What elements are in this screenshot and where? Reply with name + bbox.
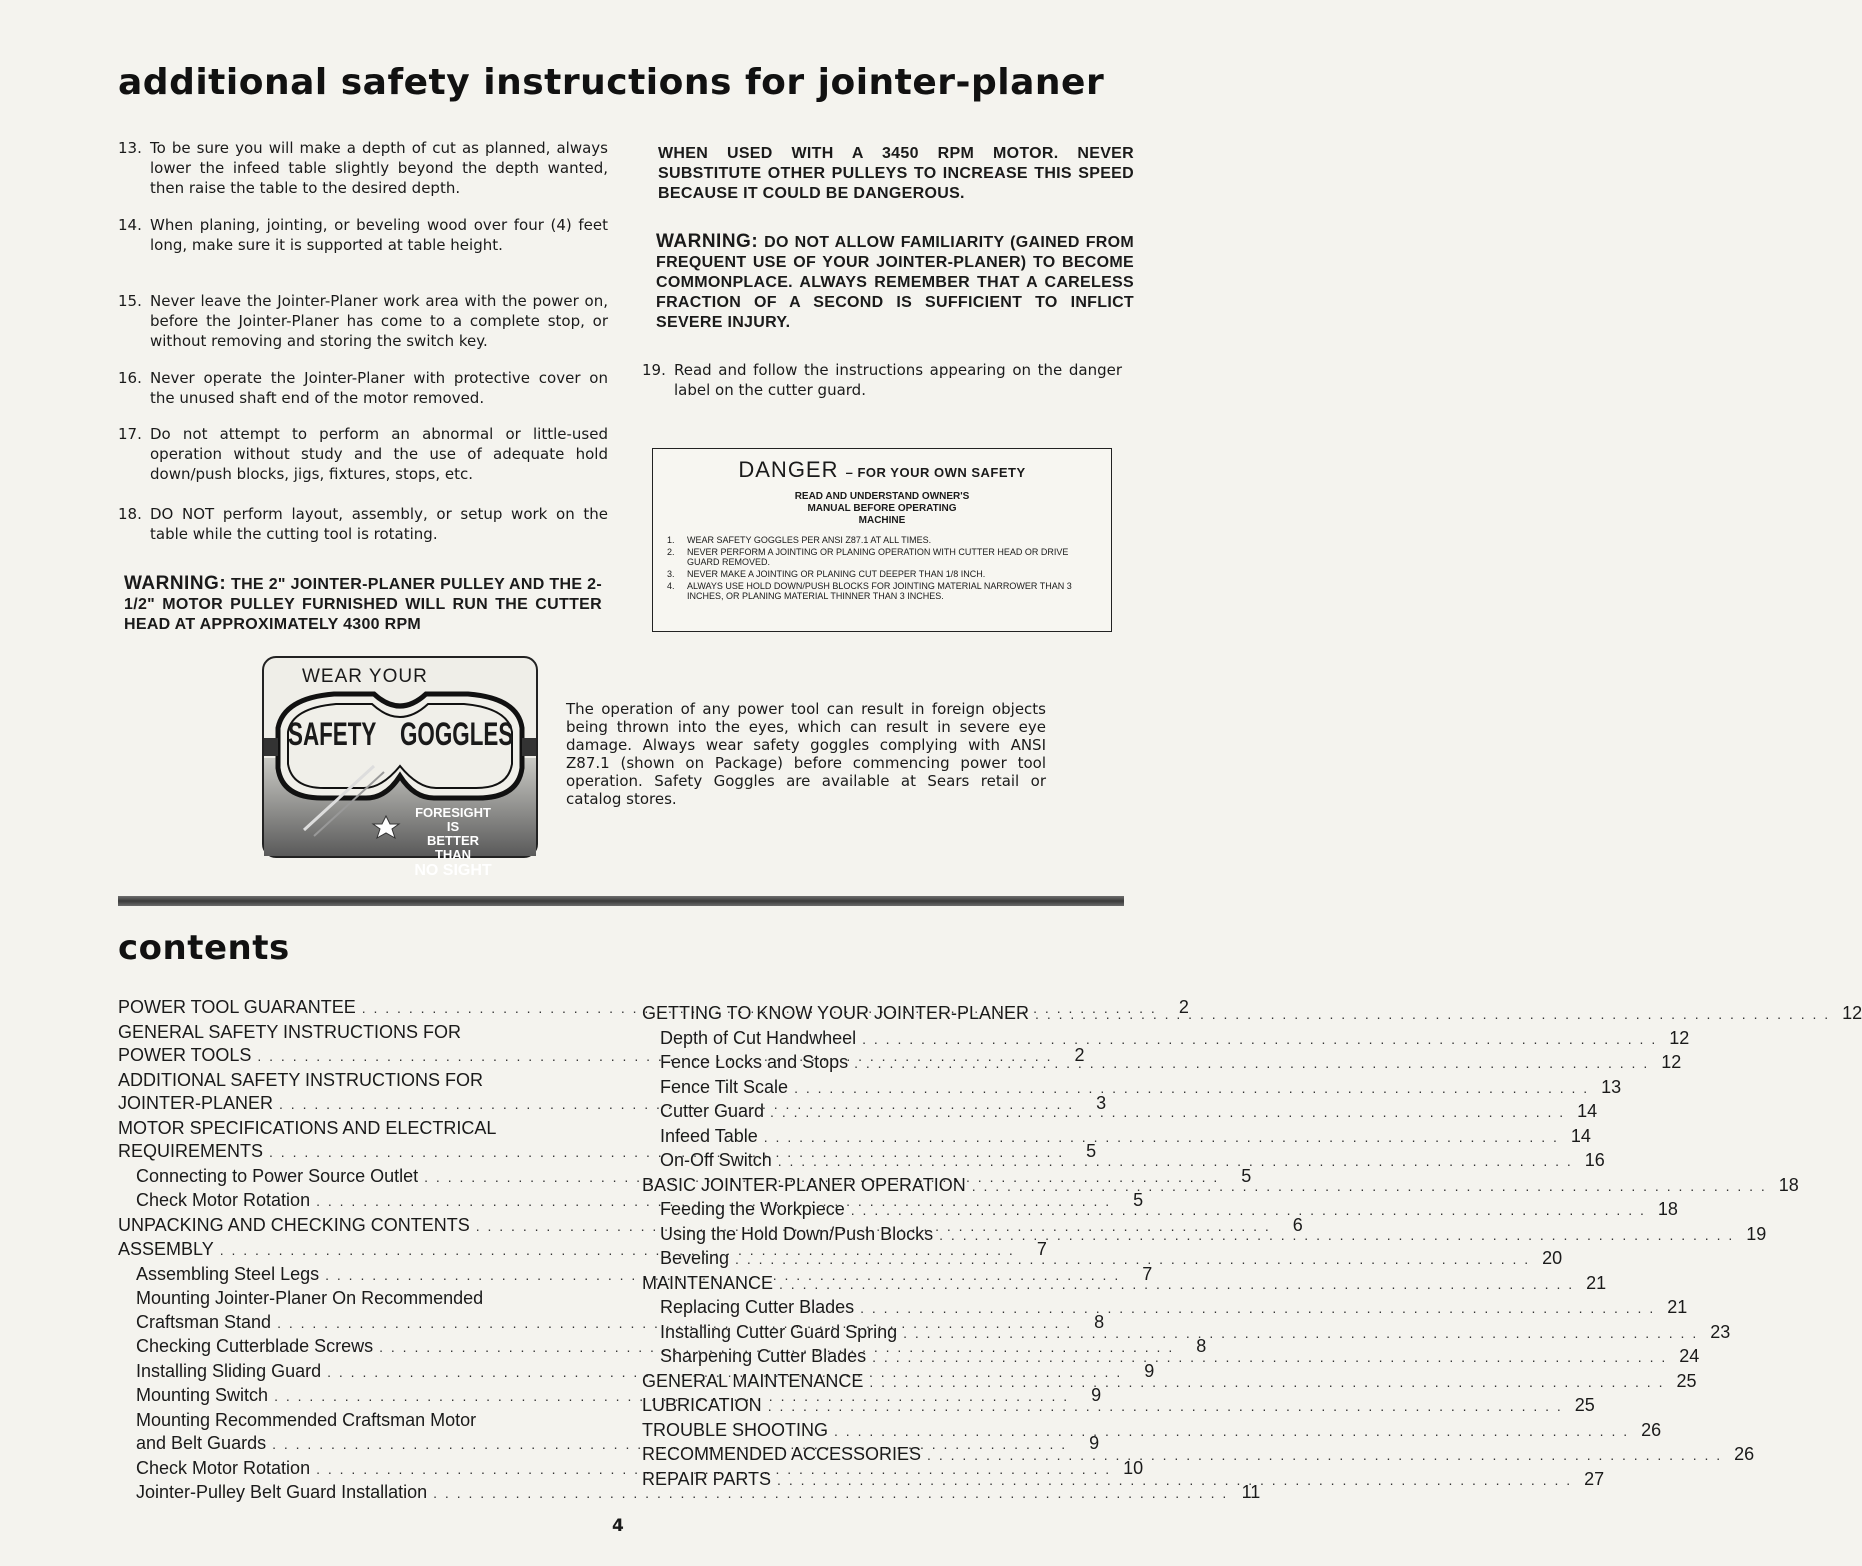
toc-entry bbox=[642, 1198, 1678, 1223]
toc-entry bbox=[118, 1021, 592, 1045]
toc-leader-dots bbox=[778, 1150, 1573, 1174]
toc-page: 6 bbox=[1292, 1214, 1303, 1235]
instruction-number: 17. bbox=[118, 425, 142, 443]
toc-page: 7 bbox=[1142, 1263, 1153, 1284]
danger-list-item: 4. ALWAYS USE HOLD DOWN/PUSH BLOCKS FOR JOINTING MATERIAL NARROWER THAN 3 INCHES, OR PLANING MATERIAL THINNER THAN 3 INCHES. bbox=[667, 581, 1072, 601]
toc-leader-dots bbox=[794, 1077, 1589, 1101]
toc-page: 2 bbox=[1178, 997, 1189, 1017]
danger-read-manual: READ AND UNDERSTAND OWNER'S MANUAL BEFORE OPERATING MACHINE bbox=[794, 491, 970, 526]
toc-label: REPAIR PARTS bbox=[642, 1468, 772, 1489]
toc-page: 8 bbox=[1094, 1311, 1105, 1332]
instruction-text: Never leave the Jointer-Planer work area with the power on, before the Jointer-Planer has come to a complete stop, or without removing and storing the switch key. bbox=[150, 292, 608, 350]
left-instructions bbox=[118, 138, 608, 560]
toc-entry bbox=[642, 1125, 1591, 1150]
toc-entry bbox=[642, 1296, 1688, 1321]
instruction-text: Never operate the Jointer-Planer with protective cover on the unused shaft end of the motor removed. bbox=[150, 369, 608, 407]
toc-entry bbox=[642, 1027, 1690, 1052]
toc-entry bbox=[642, 1370, 1697, 1395]
toc-label: Check Motor Rotation bbox=[136, 1190, 311, 1210]
wear-your-text: WEAR YOUR bbox=[302, 666, 428, 687]
toc-leader-dots bbox=[777, 1469, 1572, 1493]
toc-page: 26 bbox=[1734, 1444, 1755, 1464]
goggles-word-safety: SAFETY bbox=[288, 716, 377, 752]
toc-label: Installing Sliding Guard bbox=[136, 1360, 322, 1381]
toc-leader-dots bbox=[939, 1224, 1734, 1248]
instruction-text: DO NOT perform layout, assembly, or setup work on the table while the cutting tool is rotating. bbox=[150, 505, 608, 543]
toc-entry bbox=[642, 1321, 1731, 1346]
instruction-text: Do not attempt to perform an abnormal or little-used operation without study and the use of adequate hold down/push blocks, jigs, fixtures, stops, etc. bbox=[150, 425, 608, 483]
section-divider bbox=[118, 896, 1124, 906]
toc-label: Checking Cutterblade Screws bbox=[136, 1336, 374, 1356]
toc-leader-dots bbox=[1035, 1003, 1830, 1027]
toc-label: Mounting Switch bbox=[136, 1385, 269, 1405]
instruction-16 bbox=[118, 368, 608, 408]
toc-leader-dots bbox=[872, 1346, 1667, 1370]
toc-leader-dots bbox=[927, 1444, 1722, 1468]
toc-page: 20 bbox=[1542, 1248, 1563, 1268]
toc-page: 25 bbox=[1676, 1370, 1697, 1391]
toc-page: 8 bbox=[1196, 1336, 1207, 1356]
toc-label: Fence Locks and Stops bbox=[660, 1052, 849, 1072]
toc-label: UNPACKING AND CHECKING CONTENTS bbox=[118, 1214, 470, 1235]
toc-leader-dots bbox=[735, 1248, 1530, 1272]
toc-leader-dots bbox=[768, 1395, 1563, 1419]
toc-entry bbox=[642, 1051, 1682, 1076]
danger-list-item: 3. NEVER MAKE A JOINTING OR PLANING CUT DEEPER THAN 1/8 INCH. bbox=[667, 569, 986, 579]
instruction-number: 16. bbox=[118, 369, 142, 387]
warning-label: WARNING: bbox=[656, 231, 759, 252]
instruction-19 bbox=[642, 360, 1122, 416]
toc-page: 3 bbox=[1096, 1093, 1107, 1113]
toc-label: Connecting to Power Source Outlet bbox=[136, 1165, 419, 1186]
toc-label: Fence Tilt Scale bbox=[660, 1076, 789, 1097]
toc-page: 2 bbox=[1074, 1045, 1085, 1065]
danger-list bbox=[667, 535, 1097, 601]
toc-label: Installing Cutter Guard Spring bbox=[660, 1321, 898, 1342]
toc-page: 25 bbox=[1574, 1395, 1595, 1415]
toc-label: Feeding the Workpiece bbox=[660, 1199, 845, 1219]
toc-page: 5 bbox=[1241, 1165, 1252, 1186]
toc-page: 5 bbox=[1133, 1190, 1144, 1210]
toc-page: 11 bbox=[1241, 1482, 1261, 1502]
toc-leader-dots bbox=[972, 1175, 1767, 1199]
warning-pulley bbox=[124, 574, 602, 635]
toc-label: Depth of Cut Handwheel bbox=[660, 1027, 857, 1048]
toc-label: Assembling Steel Legs bbox=[136, 1263, 320, 1284]
toc-entry bbox=[642, 1272, 1607, 1297]
toc-page: 12 bbox=[1669, 1027, 1690, 1048]
toc-entry bbox=[642, 1100, 1598, 1125]
instruction-14 bbox=[118, 215, 608, 255]
goggles-slogan: FORESIGHT IS BETTER THAN NO SIGHT bbox=[414, 805, 492, 879]
instruction-18 bbox=[118, 504, 608, 544]
toc-leader-dots bbox=[854, 1052, 1649, 1076]
warning-text: THE 2" JOINTER-PLANER PULLEY AND THE 2-1/2" MOTOR PULLEY FURNISHED WILL RUN THE CUTTER HEAD AT APPROXIMATELY 4300 RPM bbox=[124, 576, 602, 633]
goggles-paragraph: The operation of any power tool can result in foreign objects being thrown into the eyes, which can result in severe eye damage. Always wear safety goggles complying with ANSI Z87.1 (shown on Package) before commencing power tool operation. Safety Goggles are available at Sears retail or catalog stores. bbox=[566, 700, 1046, 808]
toc-label: Jointer-Pulley Belt Guard Installation bbox=[136, 1482, 428, 1502]
toc-page: 26 bbox=[1641, 1419, 1662, 1440]
toc-entry bbox=[118, 1069, 592, 1093]
danger-label bbox=[652, 448, 1112, 632]
toc-leader-dots bbox=[851, 1199, 1646, 1223]
toc-entry bbox=[642, 1345, 1700, 1370]
toc-entry bbox=[642, 1247, 1563, 1272]
toc-label: Mounting Jointer-Planer On Recommended bbox=[136, 1288, 484, 1308]
toc-page: 9 bbox=[1089, 1433, 1100, 1453]
instruction-number: 13. bbox=[118, 139, 142, 157]
toc-page: 12 bbox=[1661, 1052, 1682, 1072]
danger-list-item: 2. NEVER PERFORM A JOINTING OR PLANING OPERATION WITH CUTTER HEAD OR DRIVE GUARD REMOVED. bbox=[667, 547, 1069, 567]
toc-leader-dots bbox=[779, 1273, 1574, 1297]
instruction-number: 19. bbox=[642, 361, 666, 379]
toc-page: 10 bbox=[1123, 1457, 1144, 1478]
toc-page: 7 bbox=[1036, 1239, 1047, 1259]
toc-label: GENERAL MAINTENANCE bbox=[642, 1370, 864, 1391]
toc-label: REQUIREMENTS bbox=[118, 1141, 264, 1161]
toc-page: 18 bbox=[1778, 1174, 1799, 1195]
toc-label: POWER TOOLS bbox=[118, 1045, 252, 1065]
toc-entry bbox=[642, 1394, 1595, 1419]
toc-label: POWER TOOL GUARANTEE bbox=[118, 997, 356, 1017]
toc-page: 9 bbox=[1091, 1385, 1102, 1405]
toc-page: 18 bbox=[1657, 1199, 1678, 1219]
toc-page: 24 bbox=[1679, 1346, 1700, 1366]
contents-title: contents bbox=[118, 928, 290, 968]
page-title: additional safety instructions for jointer-planer bbox=[118, 62, 1105, 103]
instruction-number: 18. bbox=[118, 505, 142, 523]
toc-page: 5 bbox=[1086, 1141, 1097, 1161]
goggles-word-goggles: GOGGLES bbox=[400, 716, 514, 752]
toc-page: 27 bbox=[1584, 1468, 1605, 1489]
toc-label: GETTING TO KNOW YOUR JOINTER-PLANER bbox=[642, 1003, 1030, 1023]
toc-entry bbox=[642, 1223, 1767, 1248]
toc-page: 13 bbox=[1601, 1076, 1622, 1097]
instruction-number: 14. bbox=[118, 216, 142, 234]
toc-label: Beveling bbox=[660, 1248, 730, 1268]
instruction-number: 15. bbox=[118, 292, 142, 310]
toc-label: MOTOR SPECIFICATIONS AND ELECTRICAL bbox=[118, 1117, 497, 1138]
toc-label: ASSEMBLY bbox=[118, 1239, 214, 1259]
toc-entry bbox=[642, 1149, 1605, 1174]
toc-label: JOINTER-PLANER bbox=[118, 1093, 274, 1113]
toc-label: TROUBLE SHOOTING bbox=[642, 1419, 829, 1440]
toc-page: 12 bbox=[1842, 1003, 1862, 1023]
toc-label: Craftsman Stand bbox=[136, 1311, 272, 1332]
toc-label: Check Motor Rotation bbox=[136, 1457, 311, 1478]
toc-entry bbox=[118, 1287, 592, 1311]
instruction-text: When planing, jointing, or beveling wood over four (4) feet long, make sure it is supported at table height. bbox=[150, 216, 608, 254]
warning-text: DO NOT ALLOW FAMILIARITY (GAINED FROM FREQUENT USE OF YOUR JOINTER-PLANER) TO BECOME COMMONPLACE. ALWAYS REMEMBER THAT A CARELESS FRACTION OF A SECOND IS SUFFICIENT TO INFLICT SEVERE INJURY. bbox=[656, 234, 1134, 331]
toc-leader-dots bbox=[903, 1322, 1698, 1346]
toc-page: 23 bbox=[1710, 1321, 1731, 1342]
danger-subtitle: – FOR YOUR OWN SAFETY bbox=[845, 465, 1026, 480]
page-number: 4 bbox=[612, 1516, 624, 1536]
toc-label: RECOMMENDED ACCESSORIES bbox=[642, 1444, 922, 1464]
safety-goggles-badge bbox=[262, 656, 538, 879]
toc-page: 21 bbox=[1667, 1297, 1688, 1317]
toc-page: 21 bbox=[1586, 1272, 1607, 1293]
instruction-13 bbox=[118, 138, 608, 198]
instruction-17 bbox=[118, 424, 608, 484]
toc-entry bbox=[118, 1409, 592, 1433]
toc-label: Mounting Recommended Craftsman Motor bbox=[136, 1409, 477, 1430]
danger-list-item: 1. WEAR SAFETY GOGGLES PER ANSI Z87.1 AT ALL TIMES. bbox=[667, 535, 932, 545]
toc-page: 14 bbox=[1570, 1125, 1591, 1146]
toc-label: On-Off Switch bbox=[660, 1150, 772, 1170]
toc-page: 19 bbox=[1746, 1223, 1767, 1244]
toc-page: 9 bbox=[1144, 1360, 1155, 1381]
warning-label: WARNING: bbox=[124, 573, 227, 594]
instruction-15 bbox=[118, 291, 608, 351]
instruction-text: Read and follow the instructions appearing on the danger label on the cutter guard. bbox=[674, 361, 1122, 399]
toc-page: 14 bbox=[1577, 1101, 1598, 1121]
toc-entry bbox=[642, 1076, 1622, 1101]
warning-pulley-continued: WHEN USED WITH A 3450 RPM MOTOR. NEVER SUBSTITUTE OTHER PULLEYS TO INCREASE THIS SPEED BECAUSE IT COULD BE DANGEROUS. bbox=[658, 145, 1134, 202]
warning-familiarity bbox=[656, 232, 1134, 333]
toc-leader-dots bbox=[770, 1101, 1565, 1125]
danger-heading bbox=[653, 457, 1111, 483]
toc-label: LUBRICATION bbox=[642, 1395, 762, 1415]
toc-entry bbox=[118, 1481, 1261, 1506]
instruction-text: To be sure you will make a depth of cut as planned, always lower the infeed table slightly beyond the depth wanted, then raise the table to the desired depth. bbox=[150, 139, 608, 197]
toc-leader-dots bbox=[860, 1297, 1655, 1321]
toc-label: MAINTENANCE bbox=[642, 1272, 774, 1293]
toc-entry bbox=[642, 1174, 1799, 1199]
toc-leader-dots bbox=[764, 1126, 1559, 1150]
toc-label: Infeed Table bbox=[660, 1125, 758, 1146]
toc-entry bbox=[642, 1419, 1662, 1444]
toc-entry bbox=[118, 1117, 592, 1141]
toc-leader-dots bbox=[869, 1371, 1664, 1395]
toc-label: Replacing Cutter Blades bbox=[660, 1297, 855, 1317]
toc-label: Sharpening Cutter Blades bbox=[660, 1346, 867, 1366]
toc-page: 16 bbox=[1584, 1150, 1605, 1170]
danger-title: DANGER bbox=[738, 457, 839, 482]
toc-entry bbox=[642, 1002, 1862, 1027]
toc-leader-dots bbox=[834, 1420, 1629, 1444]
toc-label: GENERAL SAFETY INSTRUCTIONS FOR bbox=[118, 1021, 462, 1042]
toc-label: ADDITIONAL SAFETY INSTRUCTIONS FOR bbox=[118, 1069, 484, 1090]
toc-label: Using the Hold Down/Push Blocks bbox=[660, 1223, 934, 1244]
toc-leader-dots bbox=[862, 1028, 1657, 1052]
toc-label: Cutter Guard bbox=[660, 1101, 765, 1121]
toc-label: BASIC JOINTER-PLANER OPERATION bbox=[642, 1174, 966, 1195]
toc-label: and Belt Guards bbox=[136, 1433, 267, 1453]
